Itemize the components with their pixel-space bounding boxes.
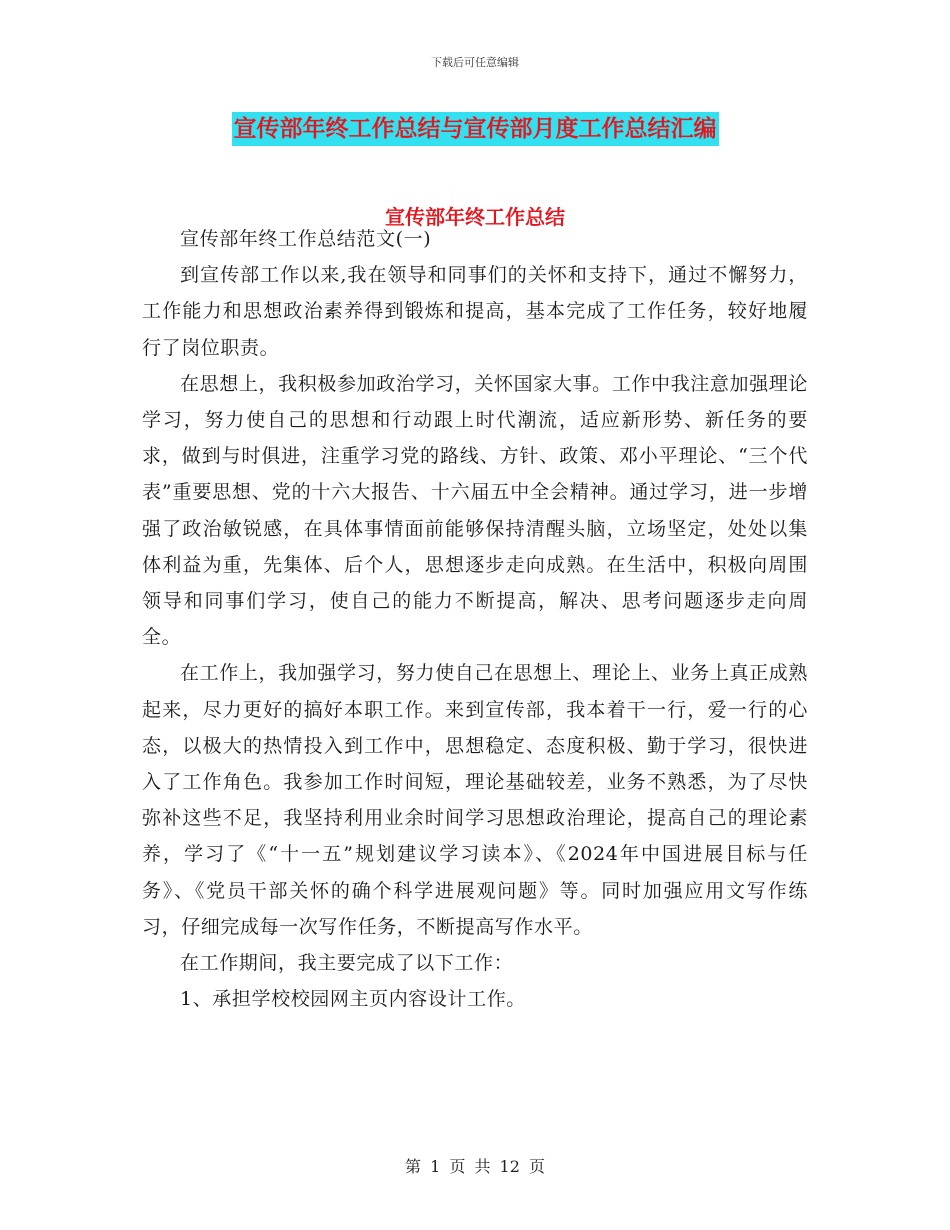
header-note: 下载后可任意编辑	[431, 56, 519, 69]
section-title: 宣传部年终工作总结	[385, 205, 565, 229]
main-title-wrap	[0, 112, 950, 146]
paragraph: 在工作期间，我主要完成了以下工作：	[180, 952, 514, 975]
page-footer: 第 1 页 共 12 页	[405, 1157, 545, 1176]
paragraph: 在工作上，我加强学习，努力使自己在思想上、理论上、业务上真正成熟起来，尽力更好的搞好本职工作。来到宣传部，我本着干一行，爱一行的心态，以极大的热情投入到工作中，思想稳定、态度积极、勤于学习，很快进入了工作角色。我参加工作时间短，理论基础较差，业务不熟悉，为了尽快弥补这些不足，我坚持利用业余时间学习思想政治理论，提高自己的理论素养，学习了《“十一五”规划建议学习读本》、《2024年中国进展目标与任务》、《党员干部关怀的确个科学进展观问题》等。同时加强应用文写作练习，仔细完成每一次写作任务，不断提高写作水平。	[142, 662, 808, 938]
paragraph: 1、承担学校校园网主页内容设计工作。	[180, 988, 526, 1011]
paragraph-subtitle: 宣传部年终工作总结范文(一)	[180, 228, 432, 250]
paragraph: 到宣传部工作以来,我在领导和同事们的关怀和支持下，通过不懈努力，工作能力和思想政治素养得到锻炼和提高，基本完成了工作任务，较好地履行了岗位职责。	[142, 264, 808, 359]
paragraph: 在思想上，我积极参加政治学习，关怀国家大事。工作中我注意加强理论学习，努力使自己的思想和行动跟上时代潮流，适应新形势、新任务的要求，做到与时俱进，注重学习党的路线、方针、政策、邓小平理论、“三个代表”重要思想、党的十六大报告、十六届五中全会精神。通过学习，进一步增强了政治敏锐感，在具体事情面前能够保持清醒头脑，立场坚定，处处以集体利益为重，先集体、后个人，思想逐步走向成熟。在生活中，积极向周围领导和同事们学习，使自己的能力不断提高，解决、思考问题逐步走向周全。	[142, 372, 808, 649]
document-body	[142, 221, 808, 1017]
main-title: 宣传部年终工作总结与宣传部月度工作总结汇编	[232, 112, 719, 146]
